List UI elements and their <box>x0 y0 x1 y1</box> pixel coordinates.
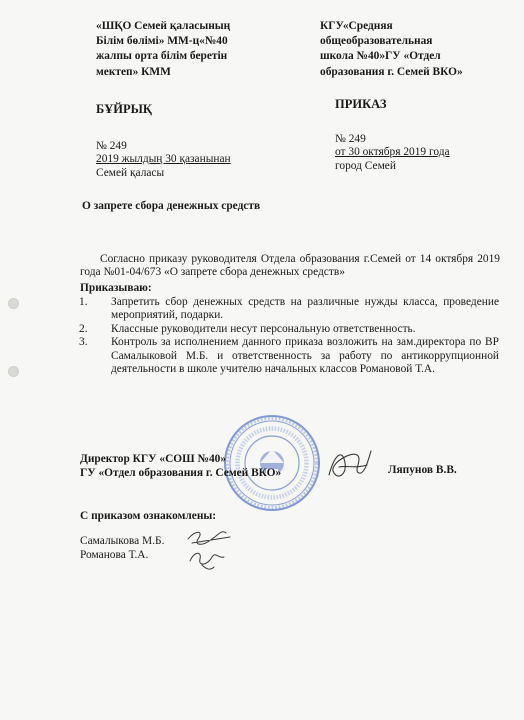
kz-org-line-1: «ШҚО Семей қаласының <box>96 20 231 32</box>
acquainted-heading: С приказом ознакомлены: <box>80 510 217 522</box>
preamble: Согласно приказу руководителя Отдела образования г.Семей от 14 октября 2019 года №01-04/673 «О запрете сбора денежных средств» <box>80 253 500 279</box>
acquaintance-signatures <box>182 525 238 573</box>
ru-org-line-3: школа №40»ГУ «Отдел <box>320 50 441 62</box>
item-number: 3. <box>79 336 88 349</box>
order-items <box>79 296 499 376</box>
ru-org-line-2: общеобразовательная <box>320 35 433 47</box>
order-word: Приказываю: <box>80 282 152 294</box>
list-item <box>79 296 499 323</box>
kz-org-line-4: мектеп» КММ <box>96 66 171 78</box>
item-text: Контроль за исполнением данного приказа возложить на зам.директора по ВР Самалыковой М.Б. и ответственность за работу по антикоррупционной деятельности в школе учителю начальных классов Романовой Т.А. <box>111 336 499 376</box>
kz-date: 2019 жылдың 30 қазанынан <box>96 153 231 165</box>
ru-org-line-4: образования г. Семей ВКО» <box>320 66 463 78</box>
kz-org-line-2: Білім бөлімі» ММ-ц«№40 <box>96 35 228 47</box>
director-name: Ляпунов В.В. <box>388 464 457 476</box>
kz-doc-type: БҰЙРЫҚ <box>96 102 152 116</box>
ru-org-line-1: КГУ«Средняя <box>320 20 393 32</box>
ru-date: от 30 октября 2019 года <box>335 146 450 158</box>
kz-place: Семей қаласы <box>96 167 165 179</box>
item-number: 2. <box>79 322 88 335</box>
signature-title-line-2: ГУ «Отдел образования г. Семей ВКО» <box>80 467 282 479</box>
signature-title-line-1: Директор КГУ «СОШ №40» <box>80 453 227 465</box>
ru-place: город Семей <box>335 160 396 172</box>
order-subject: О запрете сбора денежных средств <box>82 200 261 212</box>
item-number: 1. <box>79 296 88 308</box>
list-item <box>79 323 499 336</box>
list-item <box>79 336 499 376</box>
kz-number: № 249 <box>96 140 127 152</box>
ru-doc-type: ПРИКАЗ <box>335 97 387 111</box>
acquainted-person-1: Самалыкова М.Б. <box>80 535 165 547</box>
item-text: Классные руководители несут персональную ответственность. <box>111 322 416 335</box>
ru-number: № 249 <box>335 133 366 145</box>
acquainted-person-2: Романова Т.А. <box>80 549 149 561</box>
director-signature <box>325 445 375 487</box>
item-text: Запретить сбор денежных средств на различные нужды класса, проведение мероприятий, подарки. <box>111 296 499 322</box>
punch-hole <box>8 298 19 309</box>
punch-hole <box>8 366 19 377</box>
kz-org-line-3: жалпы орта білім беретін <box>96 50 228 62</box>
official-stamp <box>222 413 322 513</box>
